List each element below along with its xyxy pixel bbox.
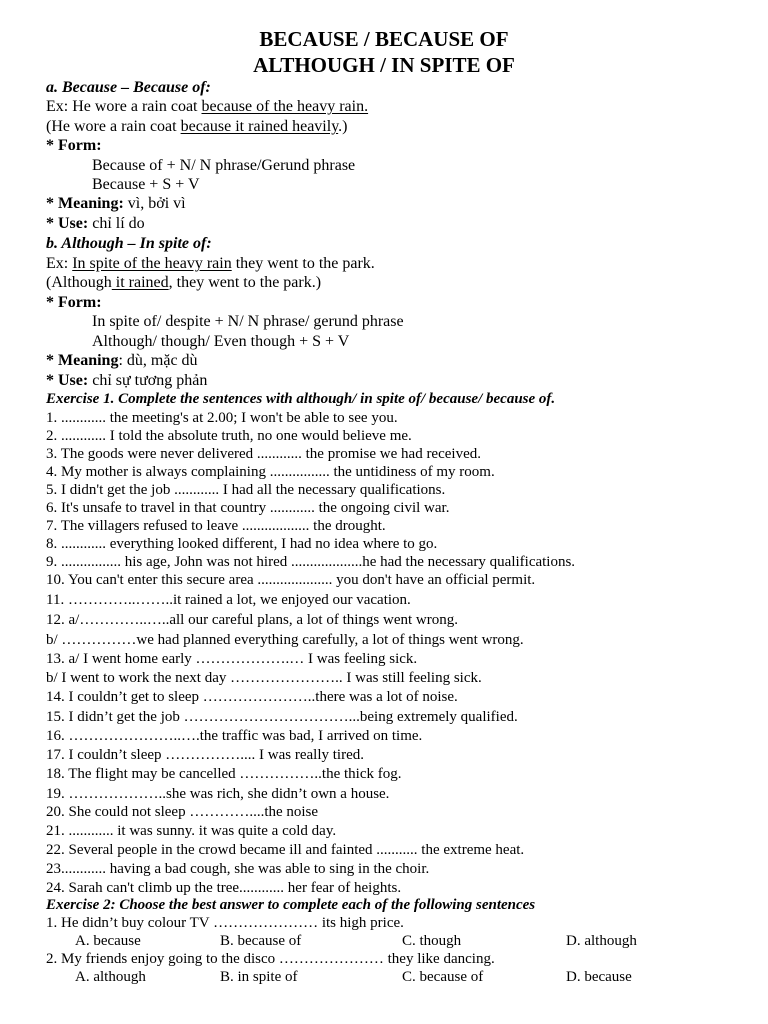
title-line-1: BECAUSE / BECAUSE OF bbox=[259, 27, 509, 51]
exercise-1-item: 14. I couldn’t get to sleep …………………..there was a lot of noise. bbox=[46, 689, 458, 705]
meaning-label: * Meaning bbox=[46, 352, 119, 369]
exercise-1-item: 8. ............ everything looked different, I had no idea where to go. bbox=[46, 536, 438, 552]
answer-option: B. in spite of bbox=[220, 969, 298, 985]
exercise-1-item: b/ I went to work the next day ………………….. I was still feeling sick. bbox=[46, 670, 482, 686]
use-text: chỉ sự tương phản bbox=[88, 372, 208, 389]
exercise-1-item: 13. a/ I went home early ……………….… I was feeling sick. bbox=[46, 651, 418, 667]
section-b-form-2: Although/ though/ Even though + S + V bbox=[92, 333, 350, 350]
answer-option: A. although bbox=[75, 969, 146, 985]
example-text: they went to the park. bbox=[231, 255, 375, 272]
exercise-1-item: 18. The flight may be cancelled ……………..the thick fog. bbox=[46, 766, 402, 782]
section-a-form-label: * Form: bbox=[46, 137, 102, 154]
example-text: (Although bbox=[46, 274, 112, 291]
exercise-2-question: 1. He didn’t buy colour TV ………………… its high price. bbox=[46, 915, 404, 931]
exercise-1-item: 3. The goods were never delivered ............ the promise we had received. bbox=[46, 446, 481, 462]
example-text: , they went to the park.) bbox=[168, 274, 322, 291]
exercise-1-item: 19. ………………..she was rich, she didn’t own a house. bbox=[46, 786, 390, 802]
exercise-1-item: 20. She could not sleep …………....the noise bbox=[46, 804, 319, 820]
section-b-example-2 bbox=[46, 273, 321, 292]
meaning-text: : dù, mặc dù bbox=[118, 352, 198, 369]
exercise-1-item: 7. The villagers refused to leave .................. the drought. bbox=[46, 518, 386, 534]
exercise-1-item: 24. Sarah can't climb up the tree............ her fear of heights. bbox=[46, 880, 402, 896]
exercise-1-item: 11. …………..……..it rained a lot, we enjoyed our vacation. bbox=[46, 592, 411, 608]
answer-option: D. because bbox=[566, 969, 632, 985]
example-text: .) bbox=[338, 118, 348, 135]
section-b-heading: b. Although – In spite of: bbox=[46, 235, 212, 252]
section-a-meaning bbox=[46, 194, 186, 213]
example-underlined: because of the heavy rain. bbox=[201, 98, 369, 115]
exercise-1-item: 12. a/…………..…..all our careful plans, a lot of things went wrong. bbox=[46, 612, 459, 628]
exercise-2-heading: Exercise 2: Choose the best answer to complete each of the following sentences bbox=[46, 897, 536, 913]
exercise-1-item: 23............ having a bad cough, she was able to sing in the choir. bbox=[46, 861, 430, 877]
section-a-use bbox=[46, 214, 145, 233]
answer-option: D. although bbox=[566, 933, 637, 949]
exercise-2-question: 2. My friends enjoy going to the disco ………………… they like dancing. bbox=[46, 951, 495, 967]
exercise-1-item: 9. ................ his age, John was not hired ...................he had the necessary qualifications. bbox=[46, 554, 576, 570]
section-b-meaning bbox=[46, 351, 198, 370]
example-underlined: it rained bbox=[111, 274, 169, 291]
exercise-1-item: b/ ……………we had planned everything carefully, a lot of things went wrong. bbox=[46, 632, 524, 648]
exercise-1-item: 4. My mother is always complaining ................ the untidiness of my room. bbox=[46, 464, 495, 480]
use-label: * Use: bbox=[46, 372, 89, 389]
exercise-1-item: 16. …………………..….the traffic was bad, I arrived on time. bbox=[46, 728, 423, 744]
section-b-use bbox=[46, 371, 207, 390]
exercise-1-item: 21. ............ it was sunny. it was quite a cold day. bbox=[46, 823, 337, 839]
example-text: (He wore a rain coat bbox=[46, 118, 181, 135]
exercise-1-item: 10. You can't enter this secure area .................... you don't have an official permit. bbox=[46, 572, 536, 588]
example-text: Ex: bbox=[46, 255, 73, 272]
exercise-1-item: 1. ............ the meeting's at 2.00; I won't be able to see you. bbox=[46, 410, 398, 426]
section-b-example-1 bbox=[46, 254, 375, 273]
use-label: * Use: bbox=[46, 215, 89, 232]
meaning-label: * Meaning: bbox=[46, 195, 124, 212]
use-text: chỉ lí do bbox=[88, 215, 145, 232]
exercise-1-item: 6. It's unsafe to travel in that country ............ the ongoing civil war. bbox=[46, 500, 450, 516]
answer-option: B. because of bbox=[220, 933, 302, 949]
answer-option: C. because of bbox=[402, 969, 484, 985]
exercise-1-item: 15. I didn’t get the job ……………………………...being extremely qualified. bbox=[46, 709, 518, 725]
exercise-1-item: 17. I couldn’t sleep …………….... I was really tired. bbox=[46, 747, 364, 763]
section-b-form-1: In spite of/ despite + N/ N phrase/ gerund phrase bbox=[92, 313, 404, 330]
example-text: Ex: He wore a rain coat bbox=[46, 98, 202, 115]
title-line-2: ALTHOUGH / IN SPITE OF bbox=[253, 53, 515, 77]
section-b-form-label: * Form: bbox=[46, 294, 102, 311]
exercise-1-item: 2. ............ I told the absolute truth, no one would believe me. bbox=[46, 428, 412, 444]
example-underlined: In spite of the heavy rain bbox=[72, 255, 232, 272]
exercise-1-heading: Exercise 1. Complete the sentences with although/ in spite of/ because/ because of. bbox=[46, 391, 556, 407]
meaning-text: vì, bởi vì bbox=[123, 195, 186, 212]
answer-option: A. because bbox=[75, 933, 141, 949]
exercise-1-item: 5. I didn't get the job ............ I had all the necessary qualifications. bbox=[46, 482, 446, 498]
section-a-example-1 bbox=[46, 97, 368, 116]
section-a-form-2: Because + S + V bbox=[92, 176, 200, 193]
section-a-form-1: Because of + N/ N phrase/Gerund phrase bbox=[92, 157, 356, 174]
section-a-heading: a. Because – Because of: bbox=[46, 79, 211, 96]
section-a-example-2 bbox=[46, 117, 347, 136]
answer-option: C. though bbox=[402, 933, 462, 949]
example-underlined: because it rained heavily bbox=[180, 118, 339, 135]
exercise-1-item: 22. Several people in the crowd became ill and fainted ........... the extreme heat. bbox=[46, 842, 525, 858]
